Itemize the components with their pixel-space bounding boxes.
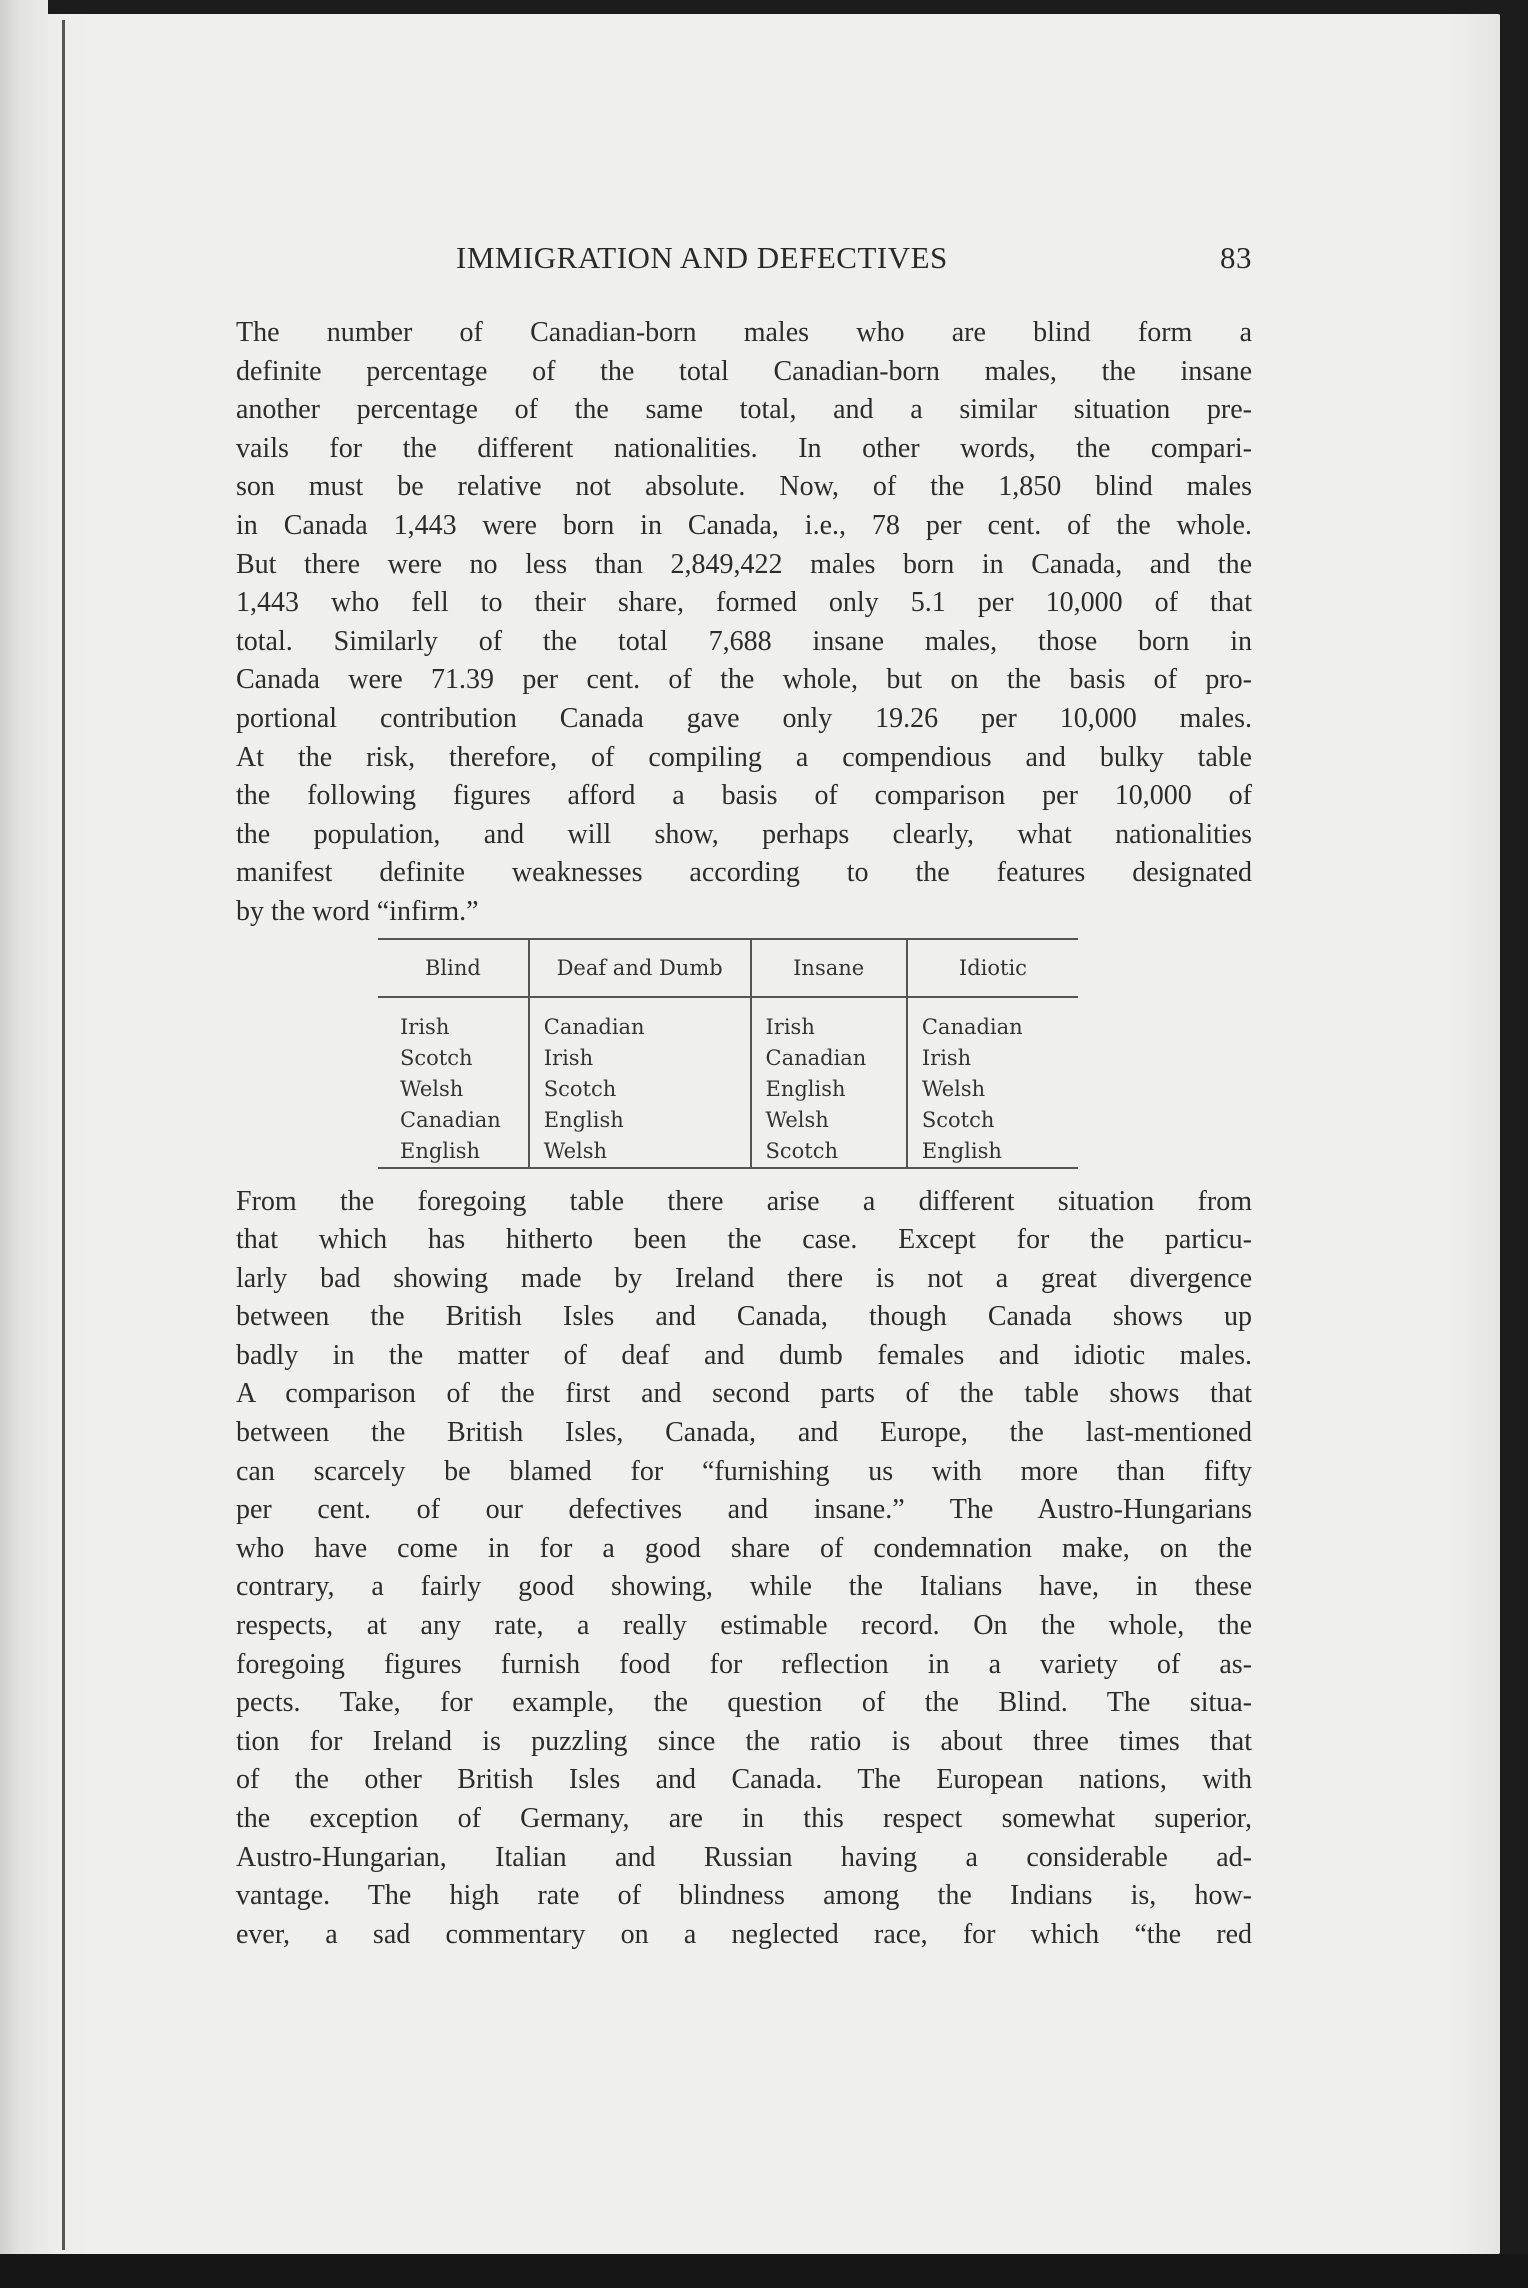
paragraph-2-line: the exception of Germany, are in this respect somewhat superior,: [236, 1803, 1252, 1834]
table-row: [378, 997, 1078, 1043]
table-cell: Scotch: [751, 1136, 907, 1168]
table-cell: Canadian: [751, 1043, 907, 1074]
scan-bottom-border: [0, 2254, 1528, 2288]
paragraph-1-line: total. Similarly of the total 7,688 insane males, those born in: [236, 625, 1252, 657]
paragraph-1-line: The number of Canadian-born males who are blind form a: [236, 317, 1252, 348]
paragraph-1-line: the population, and will show, perhaps clearly, what nationalities: [236, 818, 1252, 850]
table-cell: Irish: [400, 1014, 450, 1039]
paragraph-1-line: manifest definite weaknesses according to the features designated: [236, 857, 1252, 889]
column-header-blind: Blind: [378, 939, 529, 997]
paragraph-2-line: between the British Isles and Canada, though Canada shows up: [236, 1301, 1252, 1333]
table-cell: English: [378, 1136, 529, 1168]
paragraph-2-line: pects. Take, for example, the question of the Blind. The situa-: [236, 1687, 1252, 1719]
table-row: [378, 1105, 1078, 1136]
paragraph-1-line: portional contribution Canada gave only 19.26 per 10,000 males.: [236, 702, 1252, 734]
paragraph-2-line: larly bad showing made by Ireland there is not a great divergence: [236, 1262, 1252, 1294]
table-header-row: [378, 939, 1078, 997]
paragraph-2-line: per cent. of our defectives and insane.” The Austro-Hungarians: [236, 1494, 1252, 1526]
table-cell: Welsh: [907, 1074, 1078, 1105]
column-header-deaf-and-dumb: Deaf and Dumb: [529, 939, 751, 997]
column-header-idiotic: Idiotic: [907, 939, 1078, 997]
table-row: [378, 1136, 1078, 1168]
table-cell: Scotch: [400, 1045, 473, 1070]
paragraph-2-line: between the British Isles, Canada, and Europe, the last-mentioned: [236, 1417, 1252, 1449]
paragraph-2-line: tion for Ireland is puzzling since the ratio is about three times that: [236, 1725, 1252, 1757]
paragraph-1-line: the following figures afford a basis of comparison per 10,000 of: [236, 780, 1252, 812]
table-cell: Welsh: [529, 1136, 751, 1168]
table-cell: English: [529, 1105, 751, 1136]
paragraph-2-line: From the foregoing table there arise a different situation from: [236, 1185, 1252, 1217]
paragraph-1-line: Canada were 71.39 per cent. of the whole, but on the basis of pro-: [236, 664, 1252, 696]
paragraph-1-line: At the risk, therefore, of compiling a compendious and bulky table: [236, 741, 1252, 773]
column-header-insane: Insane: [751, 939, 907, 997]
table-cell: English: [751, 1074, 907, 1105]
paragraph-2-line: Austro-Hungarian, Italian and Russian having a considerable ad-: [236, 1841, 1252, 1873]
infirmity-ranking-table: [378, 938, 1078, 1169]
table-row: [378, 1043, 1078, 1074]
table-cell: Welsh: [751, 1105, 907, 1136]
table-cell: Irish: [751, 997, 907, 1043]
page-binding-edge: [0, 0, 48, 2288]
page-gutter-line: [62, 20, 65, 2250]
page-content: [236, 240, 1252, 1954]
paragraph-2-line: that which has hitherto been the case. Except for the particu-: [236, 1224, 1252, 1256]
paragraph-1-line: But there were no less than 2,849,422 males born in Canada, and the: [236, 548, 1252, 580]
table-cell: Welsh: [400, 1076, 464, 1101]
paragraph-1-line: 1,443 who fell to their share, formed only 5.1 per 10,000 of that: [236, 587, 1252, 619]
running-title: IMMIGRATION AND DEFECTIVES: [456, 240, 948, 275]
table-cell: Irish: [529, 1043, 751, 1074]
table-cell: Scotch: [529, 1074, 751, 1105]
table-cell: Canadian: [400, 1107, 501, 1132]
paragraph-1-line: in Canada 1,443 were born in Canada, i.e., 78 per cent. of the whole.: [236, 509, 1252, 541]
running-header: [236, 240, 1252, 284]
table-cell: Canadian: [907, 997, 1078, 1043]
table-cell: English: [907, 1136, 1078, 1168]
paragraph-2-line: badly in the matter of deaf and dumb females and idiotic males.: [236, 1339, 1252, 1371]
paragraph-2-line: foregoing figures furnish food for reflection in a variety of as-: [236, 1648, 1252, 1680]
paragraph-2-line: contrary, a fairly good showing, while the Italians have, in these: [236, 1571, 1252, 1603]
paragraph-1-line: vails for the different nationalities. In other words, the compari-: [236, 432, 1252, 464]
table-row: [378, 1074, 1078, 1105]
table-cell: Canadian: [529, 997, 751, 1043]
table-cell: Irish: [907, 1043, 1078, 1074]
paragraph-2-line: can scarcely be blamed for “furnishing us with more than fifty: [236, 1455, 1252, 1487]
paragraph-2-line: respects, at any rate, a really estimable record. On the whole, the: [236, 1610, 1252, 1642]
paragraph-2-line: who have come in for a good share of condemnation make, on the: [236, 1532, 1252, 1564]
paragraph-2: [236, 1183, 1252, 1955]
paragraph-1: [236, 314, 1252, 932]
paragraph-2-line: vantage. The high rate of blindness among the Indians is, how-: [236, 1880, 1252, 1912]
paragraph-1-line: son must be relative not absolute. Now, of the 1,850 blind males: [236, 471, 1252, 503]
paragraph-1-line: by the word “infirm.”: [236, 895, 479, 927]
table-cell: Scotch: [907, 1105, 1078, 1136]
paragraph-1-line: another percentage of the same total, and a similar situation pre-: [236, 394, 1252, 426]
paragraph-2-line: ever, a sad commentary on a neglected race, for which “the red: [236, 1918, 1252, 1950]
paragraph-2-line: A comparison of the first and second parts of the table shows that: [236, 1378, 1252, 1410]
paragraph-2-line: of the other British Isles and Canada. The European nations, with: [236, 1764, 1252, 1796]
page-number: 83: [1220, 240, 1252, 275]
paragraph-1-line: definite percentage of the total Canadian-born males, the insane: [236, 355, 1252, 387]
